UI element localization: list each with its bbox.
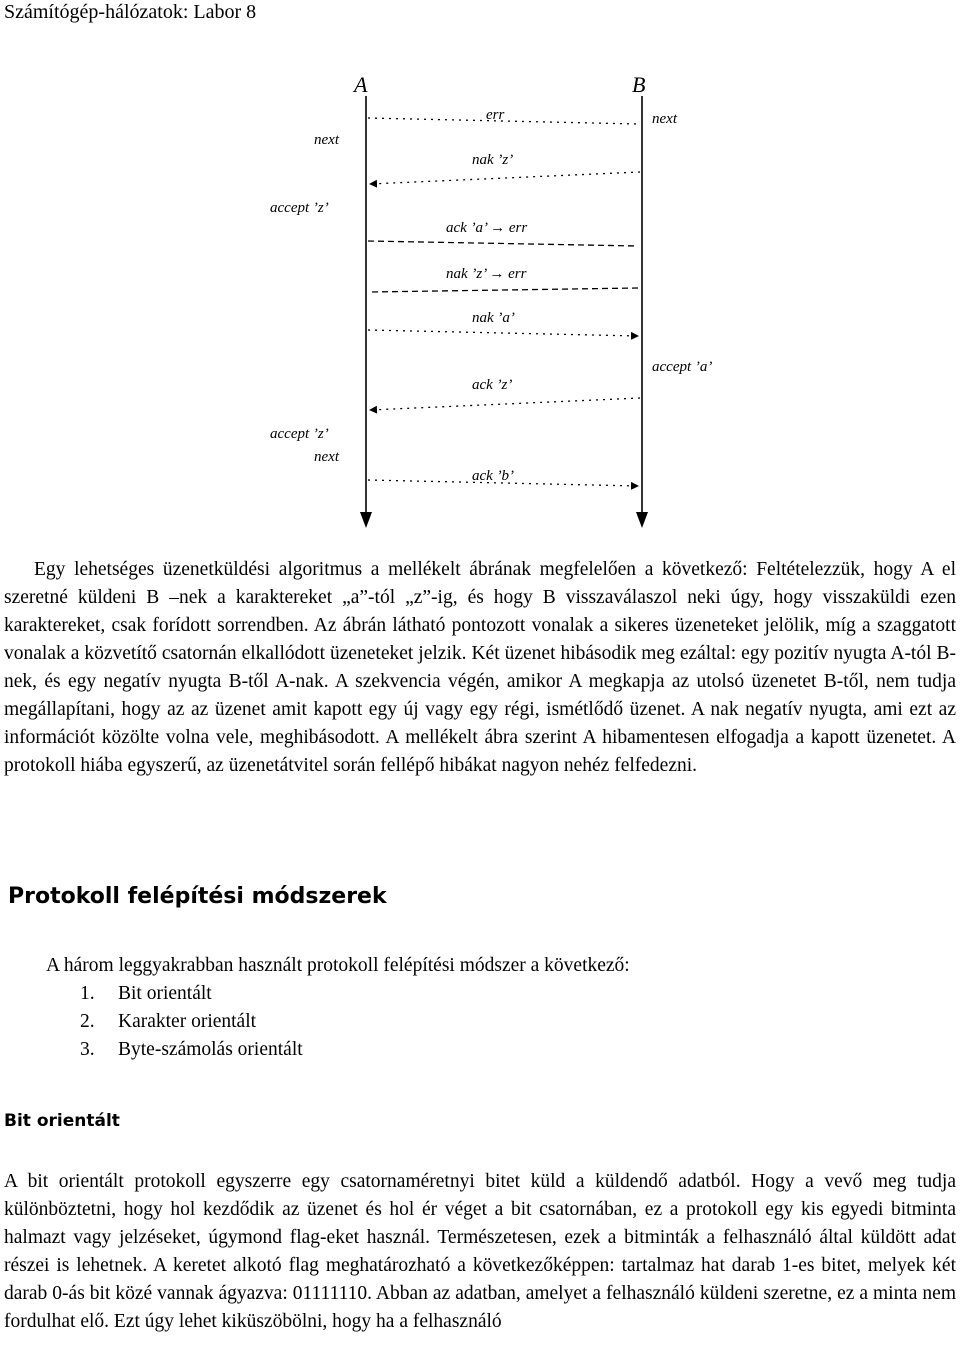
paragraph-algorithm: Egy lehetséges üzenetküldési algoritmus a mellékelt ábrának megfelelően a következő: Feltételezzük, hogy A el szeretné küldeni B –nek a karaktereket „a”-tól „z”-ig, és hogy B visszaválaszol neki úgy, hogy visszaküldi ezen karaktereket, csak forídott sorrendben. Az ábrán látható pontozott vonalak a sikeres üzeneteket jelölik, míg a szaggatott vonalak a közvetítő csatornán elkallódott üzeneteket jelzik. Két üzenet hibásodik meg ezáltal: egy pozitív nyugta A-tól B-nek, és egy negatív nyugta B-től A-nak. A szekvencia végén, amikor A megkapja az utolsó üzenetet B-től, nem tudja megállapítani, hogy az az üzenet amit kapott egy új vagy egy régi, ismétlődő üzenet. A nak negatív nyugta, ami ezt az információt közölte volna vele, meghibásodott. A mellékelt ábra szerint A hibamentesen elfogadja a kapott üzenetet. A protokoll hiába egyszerű, az üzenetátvitel során fellépő hibákat nagyon nehéz felfedezni. [4,559,956,776]
list-item [80,1008,303,1036]
message-nak-z-err [370,288,638,292]
list-item-number: 1. [80,983,95,1004]
paragraph-bit-oriented: A bit orientált protokoll egyszerre egy csatornaméretnyi bitet küld a küldendő adatból. Hogy a vevő meg tudja különböztetni, hogy hol kezdődik az üzenet és hol ér véget a bit csatornában, ez a protokoll egy kis egyedi bitminta halmazt vagy jelzéseket, úgymond flag-eket használ. Természetesen, ezek a bitminták a felhasználó által küldött adat részei is lehetnek. A keretet alkotó flag meghatározható a következőképpen: tartalmaz hat darab 1-es bitet, melyek két darab 0-ás bit közé vannak ágyazva: 01111110. Abban az adatban, amelyet a felhasználó küldeni szeretne, ez a minta nem fordulhat elő. Ezt úgy lehet kiküszöbölni, hogy ha a felhasználó [4,1171,956,1332]
list-item [80,1036,303,1064]
list-item-label: Bit orientált [118,983,212,1004]
message-ack-a-err [368,241,638,246]
label-ack-b: ack ’b’ [472,468,515,484]
page-header: Számítógép-hálózatok: Labor 8 [4,1,257,23]
method-list [80,980,303,1064]
label-accept-a: accept ’a’ [652,359,713,375]
message-ack-z [370,398,640,410]
node-a-label: A [354,72,368,97]
label-nak-a: nak ’a’ [472,310,515,326]
message-nak-a [368,330,638,336]
label-next-2: next [314,449,339,465]
label-accept-z-2: accept ’z’ [270,426,329,442]
label-nak-z: nak ’z’ [472,152,514,168]
message-nak-z [370,172,640,184]
list-item-label: Karakter orientált [118,1011,257,1032]
node-b-label: B [632,72,646,97]
section-heading-bit-oriented: Bit orientált [4,1111,120,1131]
label-ack-z: ack ’z’ [472,377,513,393]
lifeline-a-arrow [360,512,372,528]
label-next-a: next [314,132,339,148]
label-ack-a-err: ack ’a’ → err [446,220,528,236]
label-err: err [486,107,505,123]
section-intro: A három leggyakrabban használt protokoll felépítési módszer a következő: [46,955,630,976]
list-item [80,980,303,1008]
list-item-label: Byte-számolás orientált [118,1039,303,1060]
sequence-diagram [262,66,713,530]
list-item-number: 3. [80,1039,95,1060]
label-next-b: next [652,111,677,127]
list-item-number: 2. [80,1011,95,1032]
lifeline-b-arrow [636,512,648,528]
label-accept-z-1: accept ’z’ [270,200,329,216]
section-heading-protocols: Protokoll felépítési módszerek [8,884,387,909]
label-nak-z-err: nak ’z’ → err [446,266,527,282]
